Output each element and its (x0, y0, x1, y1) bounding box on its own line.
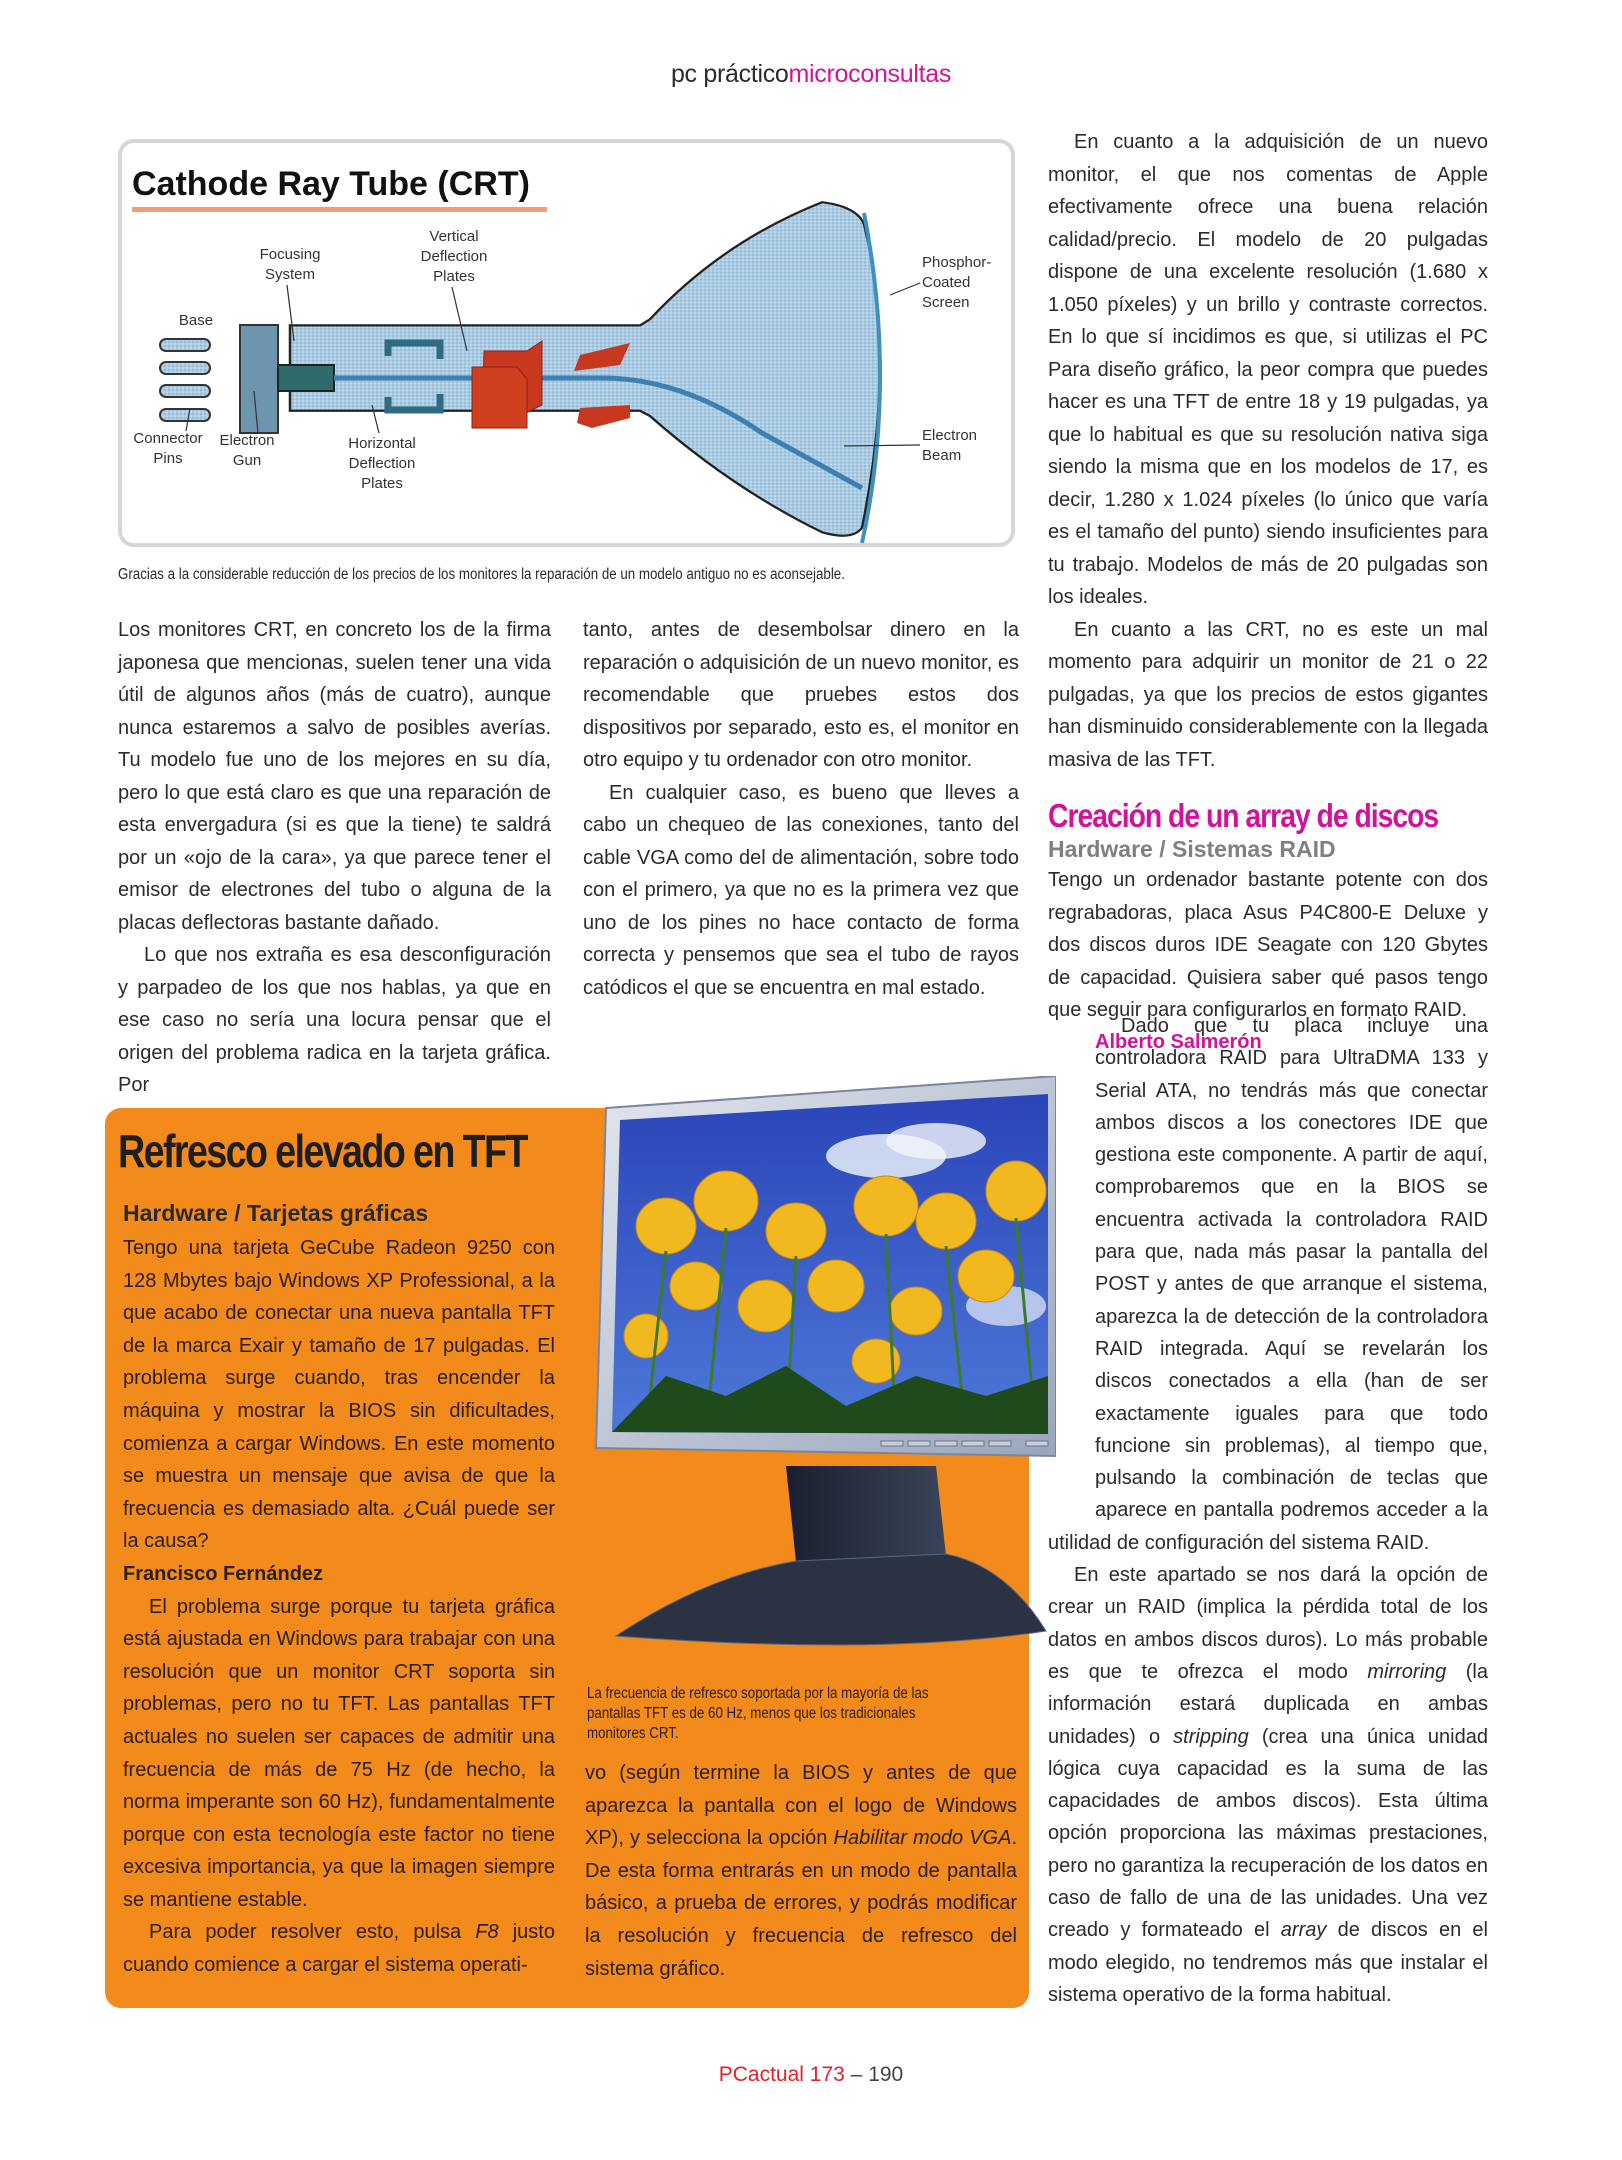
monitor-photo-caption: La frecuencia de refresco soportada por la mayoría de las pantallas TFT es de 60 Hz, menos que los tradicionales monitores CRT. (587, 1685, 929, 1742)
raid-question: Tengo un ordenador bastante potente con dos regrabadoras, placa Asus P4C800-E Deluxe y dos discos duros IDE Seagate con 120 Gbytes de capacidad. Quisiera saber qué pasos tengo que seguir para configurarlos en formato RAID. (1048, 869, 1488, 1021)
paragraph: En este apartado se nos dará la opción de crear un RAID (implica la pérdida total de los datos en ambos discos duros). Lo más probable es que te ofrezca el modo mirroring (la información estará duplicada en ambas unidades) o stripping (crea una única unidad lógica cuya capacidad es la suma de las capacidades de ambos discos). Esta última opción proporciona las máximas prestaciones, pero no garantiza la recuperación de los datos en caso de fallo de una de las unidades. Una vez creado y formateado el array de discos en el modo elegido, no tendremos más que instalar el sistema operativo de la forma habitual. (1048, 1564, 1488, 2006)
key-f8: F8 (475, 1921, 499, 1944)
crt-figure-caption: Gracias a la considerable reducción de los precios de los monitores la reparación de un modelo antiguo no es aconsejable. (118, 566, 845, 583)
running-header (0, 60, 1622, 89)
tft-author: Francisco Fernández (123, 1562, 324, 1585)
page-number: 190 (868, 2063, 904, 2086)
label-vertical-2: Deflection (420, 248, 488, 265)
tft-question: Tengo una tarjeta GeCube Radeon 9250 con 128 Mbytes bajo Windows XP Professional, a la que acabo de conectar una nueva pantalla TFT de la marca Exair y tamaño de 17 pulgadas. El problema surge cuando, tras encender la máquina y mostrar la BIOS sin dificultades, comienza a cargar Windows. En este momento se muestra un mensaje que avisa de que la frecuencia es demasiado alta. ¿Cuál puede ser la causa? (123, 1237, 555, 1553)
raid-answer (1048, 1010, 1488, 2011)
raid-article-category: Hardware / Sistemas RAID (1048, 836, 1336, 862)
label-phosphor-3: Screen (922, 294, 970, 311)
label-gun-2: Gun (232, 452, 262, 469)
crt-diagram-figure (118, 139, 1015, 547)
paragraph: Lo que nos extraña es esa desconfiguración y parpadeo de los que nos hablas, ya que en ese caso no sería una locura pensar que el origen del problema radica en la tarjeta gráfica. Por (118, 944, 551, 1096)
paragraph: En cualquier caso, es bueno que lleves a cabo un chequeo de las conexiones, tanto del cable VGA como del de alimentación, sobre todo con el primero, ya que no es la primera vez que uno de los pines no hace contacto de forma correcta y pensemos que sea el tubo de rayos catódicos el que se encuentra en mal estado. (583, 781, 1019, 999)
label-connector-2: Pins (153, 450, 183, 467)
label-focusing-2: System (264, 266, 316, 283)
label-vertical-1: Vertical (429, 228, 479, 245)
label-phosphor-2: Coated (922, 274, 971, 291)
label-horizontal-2: Deflection (348, 455, 416, 472)
label-base: Base (178, 312, 214, 329)
crt-title: Cathode Ray Tube (CRT) (132, 165, 530, 203)
paragraph: El problema surge porque tu tarjeta gráfica está ajustada en Windows para trabajar con una resolución que un monitor CRT soporta sin problemas, pero no tu TFT. Las pantallas TFT actuales no suelen ser capaces de admitir una frecuencia de más de 75 Hz (de hecho, la norma imperante son 60 Hz), fundamentalmente porque con esta tecnología este factor no tiene excesiva importancia, ya que la imagen siempre se mantiene estable. (123, 1595, 555, 1911)
header-section: microconsultas (788, 60, 952, 88)
tft-monitor-photo (586, 1076, 1056, 1656)
label-gun-1: Electron (219, 432, 275, 449)
tft-article-column-2 (585, 1757, 1017, 1985)
paragraph: Los monitores CRT, en concreto los de la firma japonesa que mencionas, suelen tener una vida útil de algunos años (más de cuatro), aunque nunca estaremos a salvo de posibles averías. Tu modelo fue uno de los mejores en su día, pero lo que está claro es que una reparación de esta envergadura (si es que la tiene) te saldrá por un «ojo de la cara», ya que parece tener el emisor de electrones del tubo o alguna de la placas deflectoras bastante dañado. (118, 619, 551, 934)
crt-diagram-illustration (122, 143, 1011, 543)
page-footer (0, 2063, 1622, 2087)
paragraph: Para poder resolver esto, pulsa F8 justo cuando comience a cargar el sistema operati- (123, 1921, 555, 1977)
tft-article-category: Hardware / Tarjetas gráficas (123, 1200, 429, 1226)
crt-article-column-1 (118, 614, 551, 1102)
paragraph: En cuanto a la adquisición de un nuevo monitor, el que nos comentas de Apple efectivamente ofrece una buena relación calidad/precio. El modelo de 20 pulgadas dispone de una excelente resolución (1.680 x 1.050 píxeles) y un brillo y contraste correctos. En lo que sí incidimos es que, si utilizas el PC Para diseño gráfico, la peor compra que puedes hacer es una TFT de entre 18 y 19 pulgadas, ya que lo habitual es que su resolución nativa siga siendo la misma que en los modelos de 17, es decir, 1.280 x 1.024 píxeles (lo único que varía es el tamaño del punto) siendo insuficientes para tu trabajo. Modelos de más de 20 pulgadas son los ideales. (1048, 131, 1488, 608)
raid-article-title: Creación de un array de discos (1048, 797, 1439, 834)
label-vertical-3: Plates (433, 268, 475, 285)
crt-article-column-3 (1048, 126, 1488, 1057)
label-connector-1: Connector (133, 430, 203, 447)
footer-separator: – (844, 2063, 869, 2086)
label-beam-2: Beam (922, 447, 962, 464)
paragraph: tanto, antes de desembolsar dinero en la reparación o adquisición de un nuevo monitor, es recomendable que pruebes estos dos dispositivos por separado, esto es, el monitor en otro equipo y tu ordenador con otro monitor. (583, 619, 1019, 771)
paragraph: En cuanto a las CRT, no es este un mal momento para adquirir un monitor de 21 o 22 pulgadas, ya que los precios de estos gigantes han disminuido considerablemente con la llegada masiva de las TFT. (1048, 618, 1488, 771)
crt-article-column-2 (583, 614, 1019, 1004)
paragraph: vo (según termine la BIOS y antes de que aparezca la pantalla con el logo de Windows XP), y selecciona la opción Habilitar modo VGA. De esta forma entrarás en un modo de pantalla básico, a prueba de errores, y podrás modificar la resolución y frecuencia de refresco del sistema gráfico. (585, 1762, 1017, 1980)
raid-author: Alberto Salmerón (1095, 1030, 1262, 1053)
tft-article-column-1 (123, 1232, 555, 1982)
label-horizontal-3: Plates (361, 475, 403, 492)
label-beam-1: Electron (922, 427, 978, 444)
paragraph: Dado que tu placa incluye una controladora RAID para UltraDMA 133 y Serial ATA, no tendrás más que conectar ambos discos a los conectores IDE que gestiona este componente. A partir de aquí, comprobaremos que en la BIOS se encuentra activada la controladora RAID para que, nada más pasar la pantalla del POST y antes de que arranque el sistema, aparezca la de detección de la controladora RAID integrada. Aquí se revelarán los discos conectados a ella (han de ser exactamente iguales para que todo funcione sin problemas), al tiempo que, pulsando la combinación de teclas que aparece en pantalla podremos acceder a la utilidad de configuración del sistema RAID. (1048, 1015, 1488, 1554)
label-horizontal-1: Horizontal (348, 435, 416, 452)
header-brand: pc práctico (670, 60, 789, 88)
footer-magazine: PCactual 173 (718, 2063, 845, 2086)
tft-article-title: Refresco elevado en TFT (118, 1125, 527, 1177)
label-focusing-1: Focusing (259, 246, 321, 263)
option-vga-mode: Habilitar modo VGA (833, 1827, 1012, 1850)
label-phosphor-1: Phosphor- (922, 254, 992, 271)
